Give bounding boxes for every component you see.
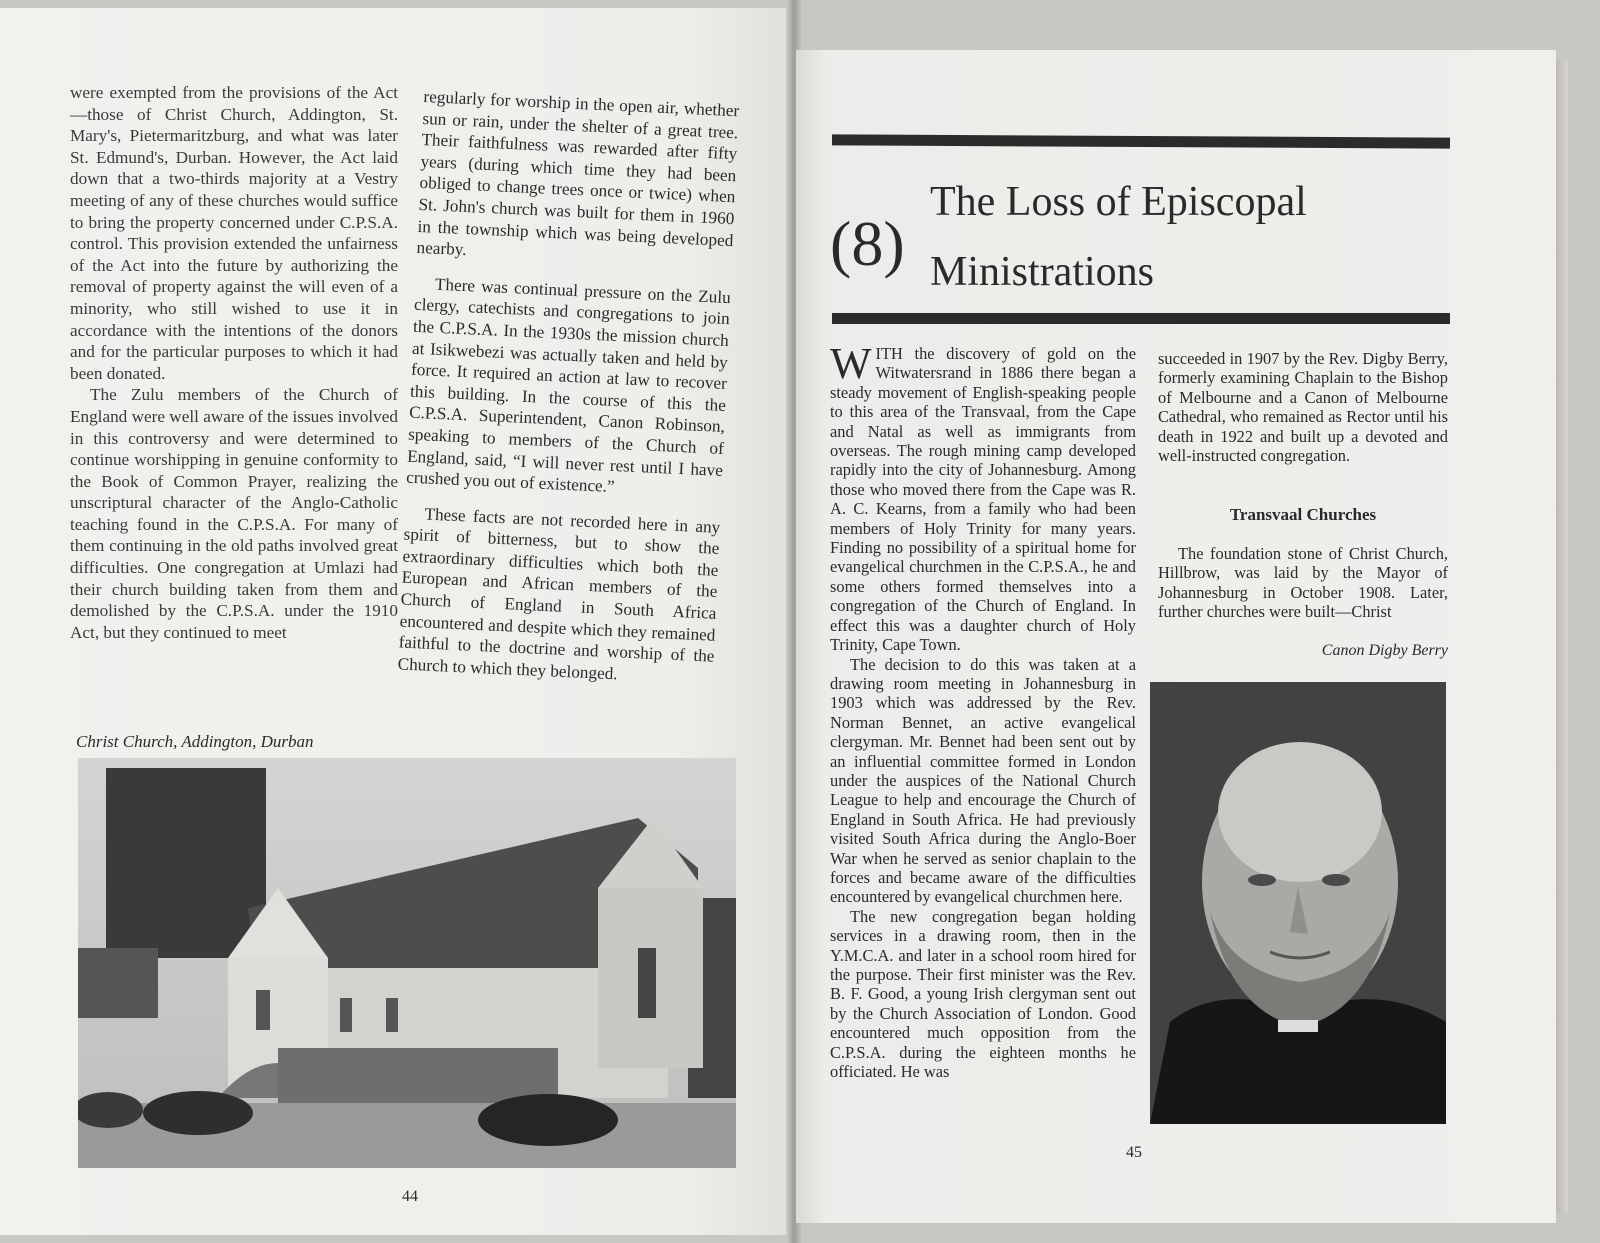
page-number-right: 45 <box>1126 1144 1142 1161</box>
paragraph: regularly for worship in the open air, whether sun or rain, under the shelter of a great tree. Their faithfulness was rewarded after fifty years (during which time they had been obliged to change trees once or twice) when St. John's church was built for them in 1960 in the township which was being developed nearby. <box>416 86 740 260</box>
church-illustration <box>78 758 736 1168</box>
bottom-rule <box>832 313 1450 324</box>
paragraph: The new congregation began holding services in a drawing room, then in the Y.M.C.A. and later in a school room hired for the purpose. Their first minister was the Rev. B. F. Good, a young Irish clergyman sent out by the Church Association of London. Good encountered much opposition from the C.P.S.A. during the eighteen months he officiated. He was <box>830 906 1136 1082</box>
paragraph: ITH the discovery of gold on the Witwatersrand in 1886 there began a steady movement of English-speaking people to this area of the Transvaal, from the Cape and Natal as well as immigrants from overseas. The rough mining camp developed rapidly into the city of Johannesburg. Among those who moved there from the Cape was R. A. C. Kearns, from a family who had been members of Holy Trinity for many years. Finding no possibility of a spiritual home for evangelical churchmen in the C.P.S.A., he and some others formed themselves into a congregation of the Church of England. In effect this was a daughter church of Holy Trinity, Cape Town. <box>830 344 1136 655</box>
right-column-2-section <box>1158 544 1448 622</box>
chapter-title-line-2: Ministrations <box>930 249 1155 295</box>
paragraph: The Zulu members of the Church of England were well aware of the issues involved in this controversy and were determined to continue worshipping in genuine conformity to the Book of Common Prayer, realizing the unscriptural character of the Anglo-Catholic teaching found in the C.P.S.A. For many of them continuing in the old paths involved great difficulties. One congregation at Umlazi had their church building taken from them and demolished by the C.P.S.A. under the 1910 Act, but they continued to meet <box>70 385 398 642</box>
chapter-number: (8) <box>830 208 905 279</box>
left-column-1 <box>70 82 398 643</box>
portrait-photo <box>1150 682 1446 1124</box>
photo-caption: Christ Church, Addington, Durban <box>76 732 314 751</box>
drop-cap: W <box>830 339 872 388</box>
left-column-2 <box>397 86 739 689</box>
section-heading: Transvaal Churches <box>1229 505 1377 524</box>
portrait-caption: Canon Digby Berry <box>1321 642 1448 659</box>
right-column-2 <box>1158 349 1448 465</box>
paragraph: The foundation stone of Christ Church, Hillbrow, was laid by the Mayor of Johannesburg in October 1908. Later, further churches were built—Christ <box>1158 544 1448 622</box>
page-number-left: 44 <box>402 1188 418 1205</box>
portrait-illustration <box>1150 682 1446 1124</box>
paragraph: succeeded in 1907 by the Rev. Digby Berry, formerly examining Chaplain to the Bishop of Melbourne and a Canon of Melbourne Cathedral, who remained as Rector until his death in 1922 and built up a devoted and well-instructed congregation. <box>1158 349 1448 466</box>
paragraph: These facts are not recorded here in any spirit of bitterness, but to show the extraordinary difficulties which both the European and African members of the Church of England in South Africa encountered and despite which they remained faithful to the doctrine and worship of the Church to which they belonged. <box>397 504 721 684</box>
paragraph: The decision to do this was taken at a drawing room meeting in Johannesburg in 1903 which was addressed by the Rev. Norman Bennet, an active evangelical clergyman. Mr. Bennet had been sent out by an influential committee formed in London under the auspices of the National Church League to help and encourage the Church of England in South Africa. He had previously visited South Africa during the Anglo-Boer War when he served as senior chaplain to the forces and became aware of the difficulties encountered by evangelical churchmen here. <box>830 654 1136 907</box>
paragraph: There was continual pressure on the Zulu clergy, catechists and congregations to join the C.P.S.A. In the 1930s the mission church at Isikwebezi was actually taken and held by force. It required an action at law to recover this building. In the course of this the C.P.S.A. Superintendent, Canon Robinson, speaking to members of the Church of England, said, “I will never rest until I have crushed you out of existence.” <box>405 274 732 497</box>
paragraph: were exempted from the provisions of the Act—those of Christ Church, Addington, St. Mary's, Pietermaritzburg, and what was later St. Edmund's, Durban. However, the Act laid down that a two-thirds majority at a Vestry meeting of any of these churches would suffice to bring the property concerned under C.P.S.A. control. This provision extended the unfairness of the Act into the future by authorizing the removal of property against the will even of a minority, who still wished to use it in accordance with the intentions of the donors and for the particular purposes to which it had been donated. <box>70 83 398 383</box>
chapter-title-line-1: The Loss of Episcopal <box>930 179 1307 225</box>
church-photo <box>78 758 736 1168</box>
right-column-1 <box>830 339 1136 1082</box>
page-edge <box>1556 60 1568 1213</box>
